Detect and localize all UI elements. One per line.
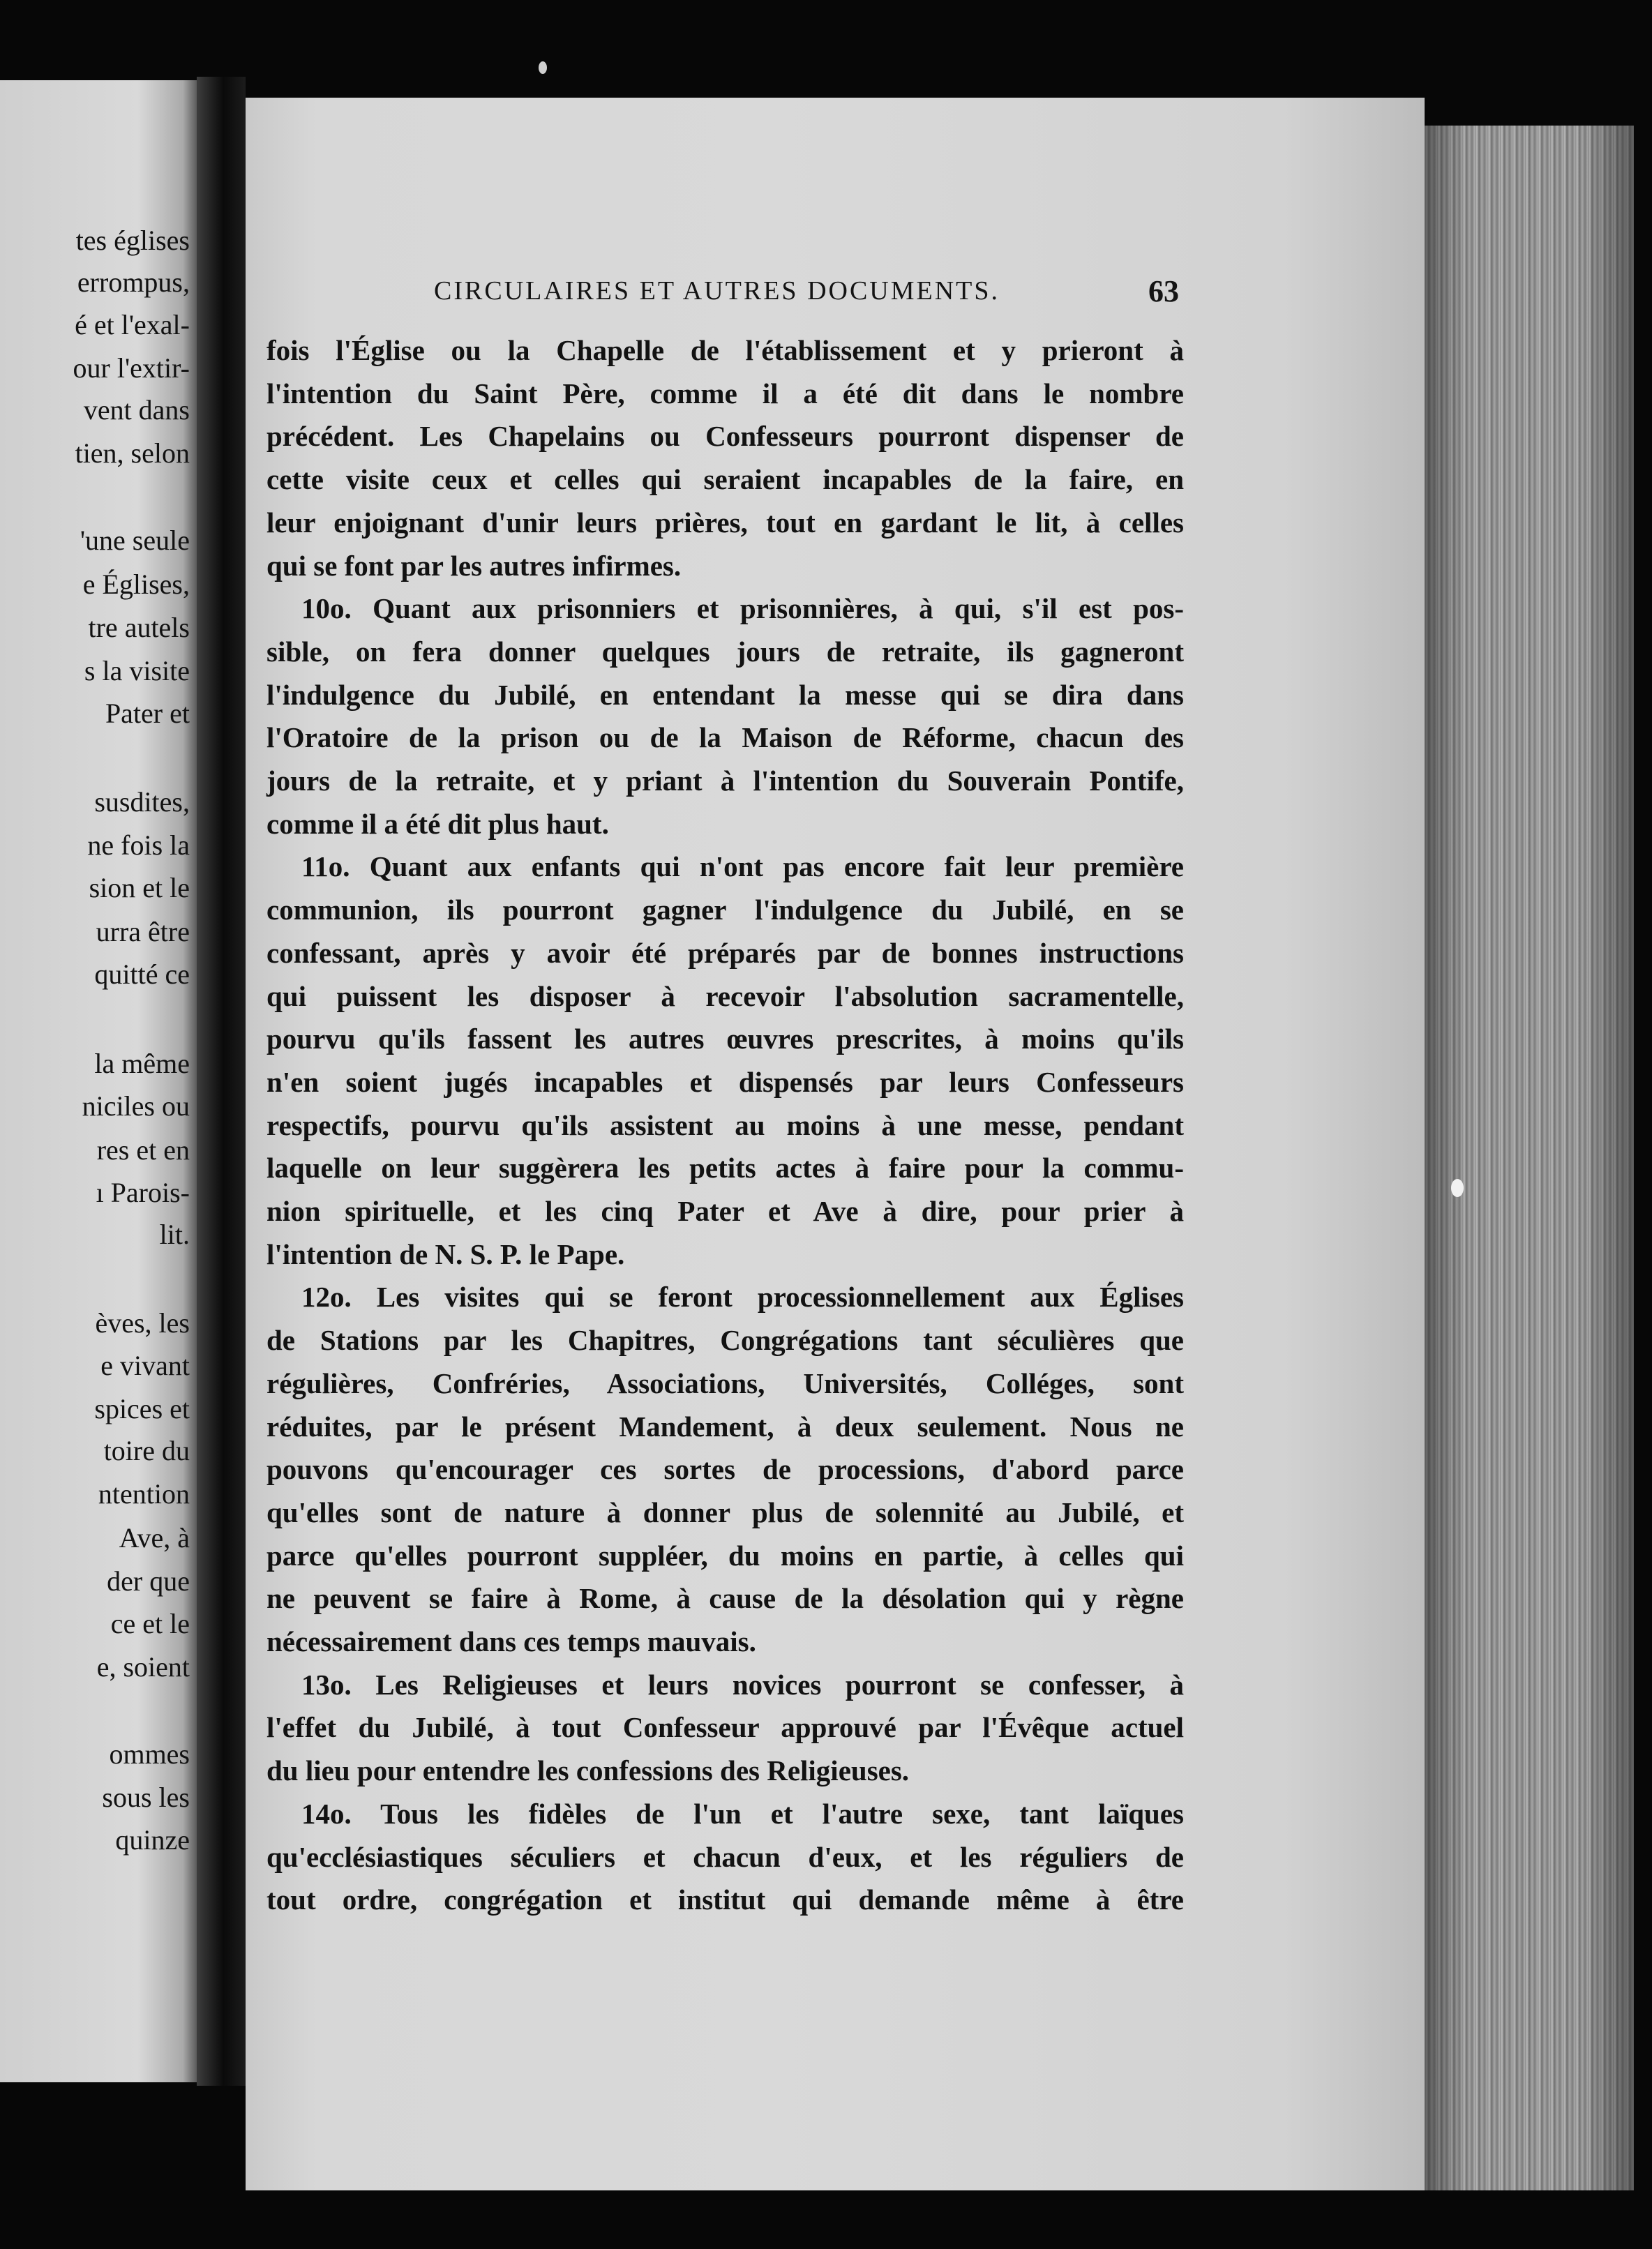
body-line: nion spirituelle, et les cinq Pater et Ave à dire, pour prier à [266,1195,1184,1227]
facing-page-line: der que [107,1565,190,1597]
body-line: 12o. Les visites qui se feront processionnellement aux Églises [301,1281,1184,1314]
body-line: 14o. Tous les fidèles de l'un et l'autre sexe, tant laïques [301,1797,1184,1830]
body-line: sible, on fera donner quelques jours de retraite, ils gagneront [266,635,1184,668]
body-line: jours de la retraite, et y priant à l'intention du Souverain Pontife, [266,765,1184,797]
body-line: de Stations par les Chapitres, Congrégations tant séculières que [266,1324,1184,1357]
body-line: qu'elles sont de nature à donner plus de solennité au Jubilé, et [266,1496,1184,1528]
body-line: ne peuvent se faire à Rome, à cause de la désolation qui y règne [266,1582,1184,1615]
facing-page-line: s la visite [84,655,190,686]
body-line: confessant, après y avoir été préparés par de bonnes instructions [266,936,1184,969]
facing-page-line: 'une seule [80,525,190,556]
body-line: n'en soient jugés incapables et dispensés par leurs Confesseurs [266,1065,1184,1098]
facing-page-line: our l'extir- [73,352,190,384]
facing-page-line: tes églises [75,225,190,256]
body-line: laquelle on leur suggèrera les petits actes à faire pour la commu- [266,1152,1184,1184]
facing-page-line: Ave, à [119,1522,190,1554]
paper-speck [1451,1179,1464,1197]
body-line: régulières, Confréries, Associations, Universités, Colléges, sont [266,1367,1184,1399]
body-line: 10o. Quant aux prisonniers et prisonnières, à qui, s'il est pos- [301,592,1184,625]
facing-page-line: ne fois la [87,829,190,861]
body-line: l'indulgence du Jubilé, en entendant la messe qui se dira dans [266,678,1184,711]
facing-page [0,80,197,2082]
book-gutter [197,77,246,2086]
page-number: 63 [1148,274,1179,308]
body-line: l'intention de N. S. P. le Pape. [266,1238,625,1270]
facing-page-line: é et l'exal- [75,309,190,340]
facing-page-line: quinze [115,1824,190,1856]
body-line: réduites, par le présent Mandement, à deux seulement. Nous ne [266,1410,1184,1443]
body-line: pouvons qu'encourager ces sortes de processions, d'abord parce [266,1453,1184,1486]
facing-page-line: ı Parois- [96,1177,190,1208]
facing-page-line: sous les [102,1782,190,1813]
running-head: CIRCULAIRES ET AUTRES DOCUMENTS. [434,276,1000,306]
page-63 [246,98,1425,2190]
body-line: l'Oratoire de la prison ou de la Maison de Réforme, chacun des [266,721,1184,754]
facing-page-line: tien, selon [75,437,190,469]
facing-page-line: èves, les [95,1307,190,1339]
facing-page-line: ommes [109,1738,190,1770]
body-line: fois l'Église ou la Chapelle de l'établissement et y prieront à [266,334,1184,366]
facing-page-line: susdites, [94,786,190,818]
body-line: l'intention du Saint Père, comme il a été dit dans le nombre [266,377,1184,409]
facing-page-line: niciles ou [82,1090,190,1122]
body-line: parce qu'elles pourront suppléer, du moins en partie, à celles qui [266,1539,1184,1572]
facing-page-line: e vivant [100,1350,190,1381]
body-line: leur enjoignant d'unir leurs prières, tout en gardant le lit, à celles [266,506,1184,539]
body-line: qu'ecclésiastiques séculiers et chacun d'eux, et les réguliers de [266,1840,1184,1873]
body-line: communion, ils pourront gagner l'indulgence du Jubilé, en se [266,894,1184,926]
facing-page-line: sion et le [89,872,190,903]
facing-page-line: lit. [159,1219,190,1250]
body-line: cette visite ceux et celles qui seraient incapables de la faire, en [266,463,1184,496]
body-line: comme il a été dit plus haut. [266,807,609,840]
body-line: l'effet du Jubilé, à tout Confesseur approuvé par l'Évêque actuel [266,1711,1184,1744]
facing-page-line: tre autels [88,612,190,643]
body-line: pourvu qu'ils fassent les autres œuvres prescrites, à moins qu'ils [266,1023,1184,1055]
facing-page-line: Pater et [105,698,190,729]
facing-page-line: vent dans [83,394,190,426]
facing-page-line: ce et le [110,1608,190,1639]
body-line: précédent. Les Chapelains ou Confesseurs pourront dispenser de [266,420,1184,453]
body-line: tout ordre, congrégation et institut qui demande même à être [266,1883,1184,1916]
facing-page-line: ntention [98,1478,190,1510]
page-edges-shade [1425,126,1634,2190]
body-line: 11o. Quant aux enfants qui n'ont pas encore fait leur première [301,850,1184,883]
facing-page-line: res et en [96,1134,190,1166]
body-line: qui se font par les autres infirmes. [266,549,682,582]
paper-speck [539,61,547,74]
body-line: du lieu pour entendre les confessions des Religieuses. [266,1754,910,1787]
facing-page-line: quitté ce [94,958,190,990]
facing-page-line: errompus, [77,266,190,298]
body-line: respectifs, pourvu qu'ils assistent au moins à une messe, pendant [266,1108,1184,1141]
body-line: 13o. Les Religieuses et leurs novices pourront se confesser, à [301,1668,1184,1701]
facing-page-line: e, soient [96,1651,190,1683]
facing-page-line: urra être [96,916,190,947]
facing-page-line: toire du [103,1435,190,1466]
facing-page-line: la même [94,1048,190,1079]
body-line: nécessairement dans ces temps mauvais. [266,1625,756,1657]
body-line: qui puissent les disposer à recevoir l'absolution sacramentelle, [266,979,1184,1012]
facing-page-line: spices et [94,1393,190,1424]
facing-page-line: e Églises, [82,569,190,600]
